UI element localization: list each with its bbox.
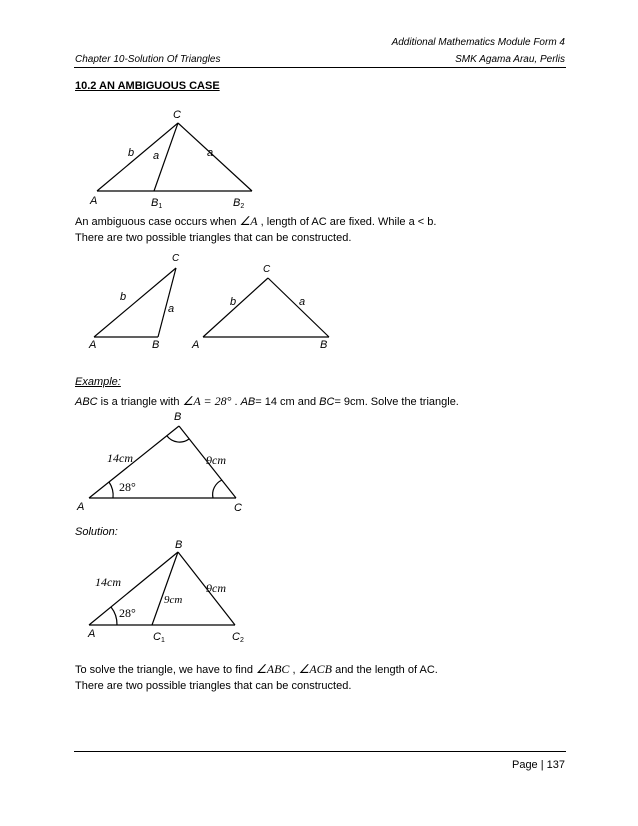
page-number: Page | 137 [511, 759, 565, 771]
footer-rule [74, 751, 566, 752]
fig3-label-9cm: 9cm [206, 453, 226, 467]
fig2-right-label-a: a [299, 296, 306, 308]
fig2-right-label-A: A [192, 339, 200, 351]
fig2-right-label-B: B [320, 339, 328, 351]
fig2-left-label-A: A [89, 339, 97, 351]
fig1-label-A: A [90, 195, 98, 207]
fig3-label-C: C [234, 502, 242, 514]
fig1-label-B2: B2 [233, 197, 245, 210]
example-label: Example: [75, 376, 121, 388]
fig1-label-a-inner: a [153, 150, 160, 162]
fig4-label-C2: C2 [232, 631, 244, 644]
header-module-title: Additional Mathematics Module Form 4 [391, 37, 565, 48]
fig4-label-14cm: 14cm [95, 575, 121, 589]
example-statement: ABC is a triangle with ∠A = 28° . AB= 14 cm and BC= 9cm. Solve the triangle. [75, 394, 459, 408]
header-school: SMK Agama Arau, Perlis [455, 54, 565, 65]
fig2-right-label-C: C [263, 264, 271, 275]
fig2-left-label-a: a [168, 303, 175, 315]
fig1-label-C: C [173, 109, 181, 121]
fig4-label-9cm-mid: 9cm [164, 594, 183, 606]
fig4-label-28deg: 28° [119, 606, 136, 620]
fig3-label-B: B [174, 411, 182, 423]
para1-line2: There are two possible triangles that can be constructed. [75, 232, 352, 244]
fig4-label-9cm-right: 9cm [206, 581, 226, 595]
fig2-left-label-b: b [120, 291, 127, 303]
fig2-left-label-C: C [172, 253, 180, 264]
fig3-label-28deg: 28° [119, 480, 136, 494]
header-chapter: Chapter 10-Solution Of Triangles [75, 54, 221, 65]
fig3-label-14cm: 14cm [107, 451, 133, 465]
fig4-label-C1: C1 [153, 631, 165, 644]
conclusion-line1: To solve the triangle, we have to find ∠ABC , ∠ACB and the length of AC. [75, 662, 438, 676]
fig1-label-a-outer: a [207, 147, 214, 159]
fig1-label-B1: B1 [151, 197, 163, 210]
solution-label: Solution: [75, 526, 118, 538]
fig4-label-A: A [88, 628, 96, 640]
fig2-left-label-B: B [152, 339, 160, 351]
fig1-label-b: b [128, 147, 135, 159]
section-title: 10.2 AN AMBIGUOUS CASE [75, 80, 220, 92]
conclusion-line2: There are two possible triangles that can be constructed. [75, 680, 352, 692]
para1-line1: An ambiguous case occurs when ∠A , length of AC are fixed. While a < b. [75, 214, 437, 228]
fig2-right-label-b: b [230, 296, 237, 308]
fig4-label-B: B [175, 539, 183, 551]
fig3-label-A: A [77, 501, 85, 513]
